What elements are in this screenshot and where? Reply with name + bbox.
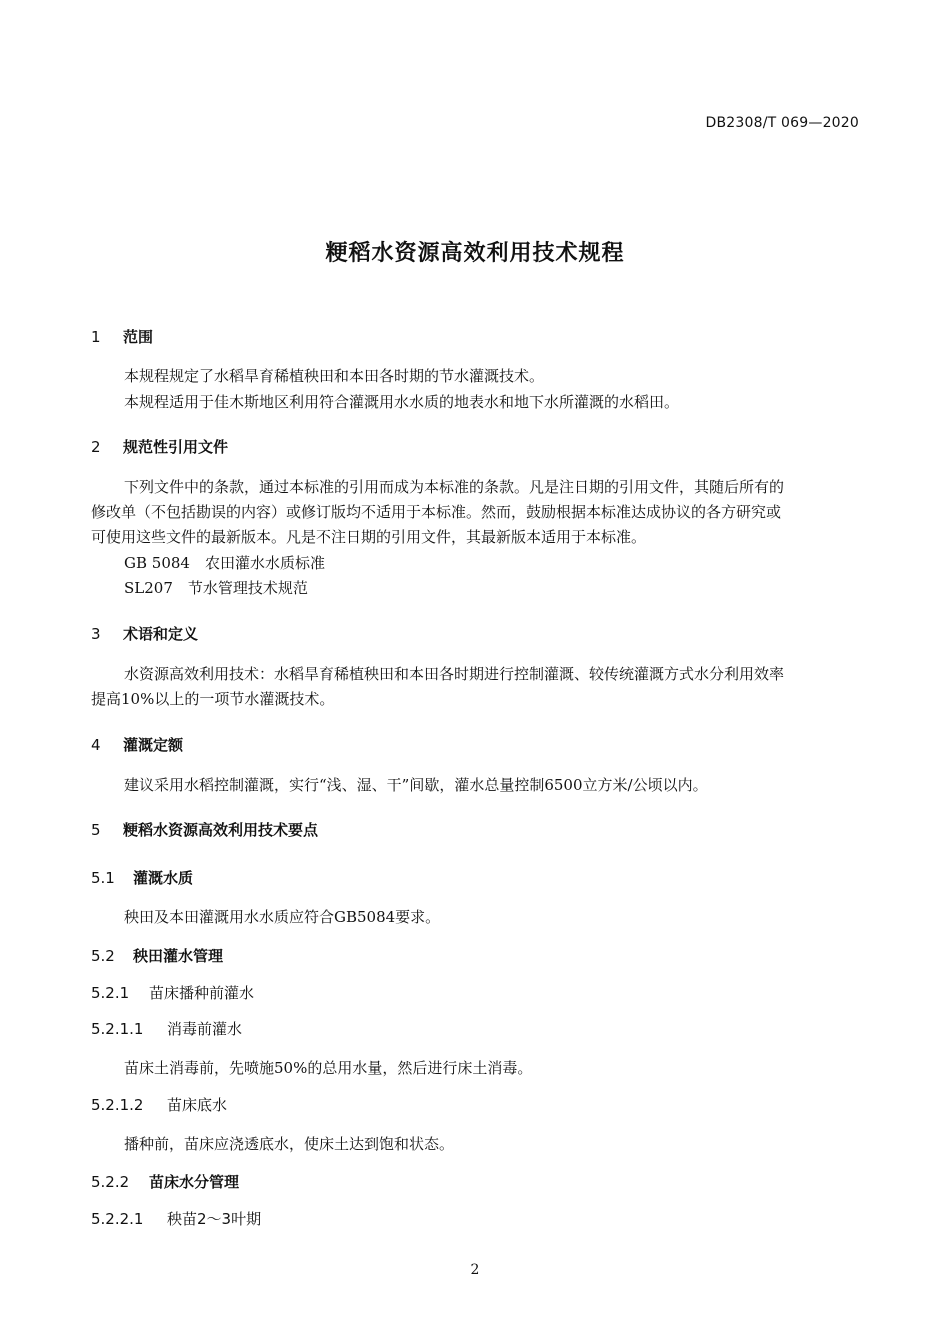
paragraph: 苗床土消毒前，先喷施50%的总用水量，然后进行床土消毒。 [124, 1059, 533, 1077]
section-number: 4 [91, 736, 101, 754]
section-title: 消毒前灌水 [167, 1020, 243, 1038]
section-title: 灌溉定额 [123, 736, 184, 754]
paragraph: 建议采用水稻控制灌溉，实行“浅、湿、干”间歇，灌水总量控制6500立方米/公顷以内。 [124, 776, 708, 794]
section-number: 5.2.1 [91, 984, 130, 1002]
section-title: 苗床播种前灌水 [149, 984, 255, 1002]
paragraph: 提高10%以上的一项节水灌溉技术。 [91, 690, 335, 708]
section-title: 范围 [123, 328, 154, 346]
paragraph: 本规程适用于佳木斯地区利用符合灌溉用水水质的地表水和地下水所灌溉的水稻田。 [124, 393, 680, 411]
document-code: DB2308/T 069—2020 [705, 115, 859, 131]
section-title: 苗床底水 [167, 1096, 228, 1114]
paragraph: 下列文件中的条款，通过本标准的引用而成为本标准的条款。凡是注日期的引用文件，其随后所有的 [124, 478, 785, 496]
section-5-2-heading [91, 946, 223, 966]
section-number: 5.2.2 [91, 1173, 130, 1191]
section-title: 秧苗2～3叶期 [167, 1210, 262, 1228]
page-number: 2 [470, 1262, 480, 1278]
section-5-2-1-1-heading [91, 1019, 242, 1039]
section-5-2-1-2-heading [91, 1095, 227, 1115]
paragraph: 秧田及本田灌溉用水水质应符合GB5084要求。 [124, 908, 441, 926]
section-title: 规范性引用文件 [123, 438, 229, 456]
reference-item: GB 5084 农田灌水水质标准 [124, 554, 325, 572]
section-title: 粳稻水资源高效利用技术要点 [123, 821, 319, 839]
section-number: 5.2.1.1 [91, 1020, 144, 1038]
section-number: 5.2 [91, 947, 115, 965]
paragraph: 可使用这些文件的最新版本。凡是不注日期的引用文件，其最新版本适用于本标准。 [91, 528, 647, 546]
section-3-heading [91, 624, 198, 644]
page-title: 粳稻水资源高效利用技术规程 [325, 241, 625, 266]
section-4-heading [91, 735, 183, 755]
paragraph: 本规程规定了水稻旱育稀植秧田和本田各时期的节水灌溉技术。 [124, 367, 545, 385]
section-number: 5.1 [91, 869, 115, 887]
paragraph: 播种前，苗床应浇透底水，使床土达到饱和状态。 [124, 1135, 455, 1153]
section-5-1-heading [91, 868, 193, 888]
section-5-2-2-heading [91, 1172, 239, 1192]
section-title: 苗床水分管理 [149, 1173, 240, 1191]
section-number: 5.2.1.2 [91, 1096, 144, 1114]
section-number: 3 [91, 625, 101, 643]
section-number: 5 [91, 821, 101, 839]
section-number: 1 [91, 328, 101, 346]
section-2-heading [91, 437, 228, 457]
section-number: 2 [91, 438, 101, 456]
section-5-2-2-1-heading [91, 1209, 261, 1229]
section-title: 秧田灌水管理 [133, 947, 224, 965]
paragraph: 修改单（不包括勘误的内容）或修订版均不适用于本标准。然而，鼓励根据本标准达成协议的各方研究或 [91, 503, 782, 521]
section-5-heading [91, 820, 318, 840]
section-title: 灌溉水质 [133, 869, 194, 887]
section-title: 术语和定义 [123, 625, 199, 643]
section-number: 5.2.2.1 [91, 1210, 144, 1228]
section-1-heading [91, 327, 153, 347]
paragraph: 水资源高效利用技术：水稻旱育稀植秧田和本田各时期进行控制灌溉、较传统灌溉方式水分利用效率 [124, 665, 785, 683]
reference-item: SL207 节水管理技术规范 [124, 579, 308, 597]
section-5-2-1-heading [91, 983, 254, 1003]
